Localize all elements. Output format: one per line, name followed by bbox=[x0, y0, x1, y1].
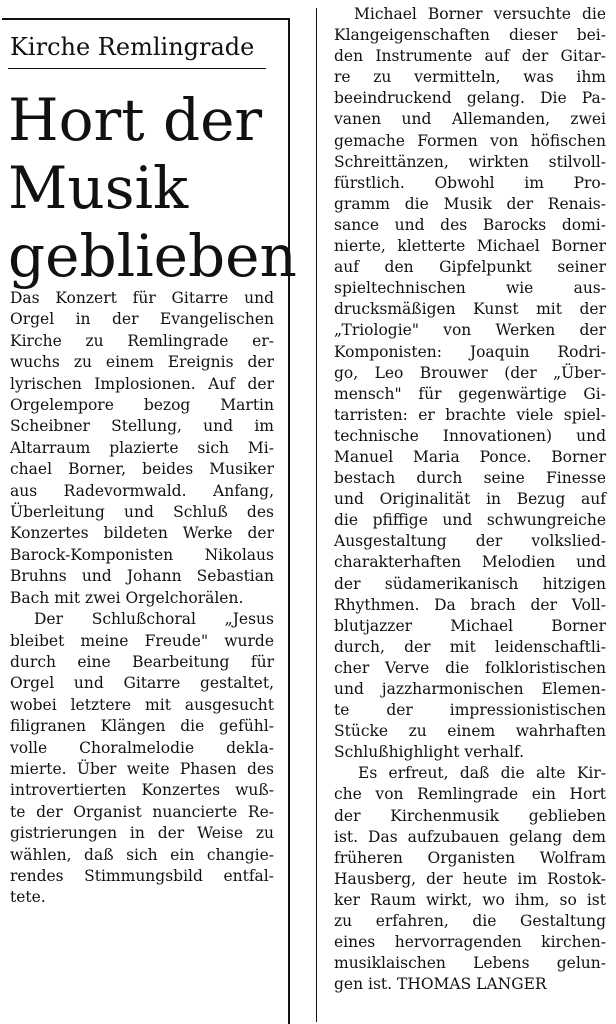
right-text-column bbox=[334, 4, 606, 995]
text-line: Bruhns und Johann Sebastian bbox=[10, 567, 274, 586]
text-line: Es erfreut, daß die alte Kir- bbox=[358, 764, 606, 783]
text-line: musiklaischen Lebens gelun- bbox=[334, 954, 606, 973]
text-line: filigranen Klängen die gefühl- bbox=[10, 717, 274, 736]
text-line: mierte. Über weite Phasen des bbox=[10, 759, 274, 778]
text-line: te der Organist nuancierte Re- bbox=[10, 802, 274, 821]
text-line: gistrierungen in der Weise zu bbox=[10, 824, 274, 843]
headline bbox=[8, 86, 297, 290]
text-line: Orgel und Gitarre gestaltet, bbox=[10, 674, 274, 693]
text-line: durch eine Bearbeitung für bbox=[10, 652, 274, 671]
text-line: volle Choralmelodie dekla- bbox=[10, 738, 274, 757]
text-line: Das Konzert für Gitarre und bbox=[10, 289, 274, 307]
text-line: technische Innovationen) und bbox=[334, 426, 606, 445]
column-rule bbox=[316, 8, 317, 1022]
text-line: auf den Gipfelpunkt seiner bbox=[334, 258, 606, 277]
text-line: blutjazzer Michael Borner bbox=[334, 616, 606, 635]
text-line: chael Borner, beides Musiker bbox=[10, 460, 274, 479]
text-line: Orgel in der Evangelischen bbox=[10, 310, 274, 329]
text-line: bleibet meine Freude" wurde bbox=[10, 631, 274, 650]
text-line: wobei letztere mit ausgesucht bbox=[10, 695, 274, 714]
headline-line: geblieben bbox=[8, 222, 297, 290]
text-line: vanen und Allemanden, zwei bbox=[334, 110, 606, 129]
left-text-column bbox=[10, 288, 274, 909]
text-line: go, Leo Brouwer (der „Über- bbox=[334, 363, 606, 382]
text-line: re zu vermitteln, was ihm bbox=[334, 68, 606, 87]
text-line: der südamerikanisch hitzigen bbox=[334, 574, 606, 593]
text-line: Klangeigenschaften dieser bei- bbox=[334, 26, 606, 45]
kicker-rule bbox=[8, 68, 266, 69]
text-line: eines hervorragenden kirchen- bbox=[334, 933, 606, 952]
text-line: gemache Formen von höfischen bbox=[334, 131, 606, 150]
text-line: Schlußhighlight verhalf. bbox=[334, 743, 525, 762]
text-line: sance und des Barocks domi- bbox=[334, 215, 606, 234]
text-line: der Kirchenmusik geblieben bbox=[334, 806, 606, 825]
text-line: Scheibner Stellung, und im bbox=[10, 417, 274, 436]
text-line: nierte, kletterte Michael Borner bbox=[334, 237, 606, 256]
text-line: den Instrumente auf der Gitar- bbox=[334, 47, 606, 66]
text-line: Bach mit zwei Orgelchorälen. bbox=[10, 588, 244, 607]
text-line: Konzertes bildeten Werke der bbox=[10, 524, 274, 543]
text-line: Ausgestaltung der volkslied- bbox=[334, 532, 606, 551]
text-line: Schreittänzen, wirkten stilvoll- bbox=[334, 152, 606, 171]
text-line: drucksmäßigen Kunst mit der bbox=[334, 300, 606, 319]
text-line: wählen, daß sich ein changie- bbox=[10, 845, 274, 864]
headline-line: Hort der bbox=[8, 86, 263, 154]
text-line: früheren Organisten Wolfram bbox=[334, 848, 606, 867]
text-line: fürstlich. Obwohl im Pro- bbox=[334, 173, 606, 192]
text-line: Barock-Komponisten Nikolaus bbox=[10, 545, 274, 564]
text-line: Manuel Maria Ponce. Borner bbox=[334, 447, 606, 466]
text-line: te der impressionistischen bbox=[334, 701, 606, 720]
text-line: und Originalität in Bezug auf bbox=[334, 490, 606, 509]
text-line: ker Raum wirkt, wo ihm, so ist bbox=[334, 890, 606, 909]
text-line: die pfiffige und schwungreiche bbox=[334, 511, 606, 530]
text-line: gen ist. THOMAS LANGER bbox=[334, 975, 547, 994]
text-line: Altarraum plazierte sich Mi- bbox=[10, 438, 274, 457]
paragraph bbox=[334, 763, 606, 995]
paragraph bbox=[10, 609, 274, 909]
text-line: che von Remlingrade ein Hort bbox=[334, 785, 606, 804]
text-line: mensch" für gegenwärtige Gi- bbox=[334, 384, 606, 403]
text-line: introvertierten Konzertes wuß- bbox=[10, 781, 274, 800]
text-line: Michael Borner versuchte die bbox=[354, 5, 606, 23]
text-line: tarristen: er brachte viele spiel- bbox=[334, 405, 606, 424]
text-line: Kirche zu Remlingrade er- bbox=[10, 331, 274, 350]
text-line: beeindruckend gelang. Die Pa- bbox=[334, 89, 606, 108]
text-line: Rhythmen. Da brach der Voll- bbox=[334, 595, 606, 614]
text-line: Komponisten: Joaquin Rodri- bbox=[334, 342, 606, 361]
text-line: spieltechnischen wie aus- bbox=[334, 279, 606, 298]
text-line: und jazzharmonischen Elemen- bbox=[334, 680, 606, 698]
text-line: Überleitung und Schluß des bbox=[10, 503, 274, 522]
text-line: gramm die Musik der Renais- bbox=[334, 194, 606, 213]
paragraph bbox=[334, 4, 606, 763]
text-line: ist. Das aufzubauen gelang dem bbox=[334, 827, 606, 846]
text-line: Stücke zu einem wahrhaften bbox=[334, 722, 606, 741]
text-line: Hausberg, der heute im Rostok- bbox=[334, 869, 606, 888]
headline-line: Musik bbox=[8, 154, 189, 222]
paragraph bbox=[10, 288, 274, 609]
text-line: wuchs zu einem Ereignis der bbox=[10, 353, 274, 372]
text-line: charakterhaften Melodien und bbox=[334, 553, 606, 572]
text-line: „Triologie" von Werken der bbox=[334, 321, 606, 340]
text-line: Der Schlußchoral „Jesus bbox=[34, 610, 274, 629]
text-line: bestach durch seine Finesse bbox=[334, 469, 606, 488]
text-line: tete. bbox=[10, 888, 46, 907]
text-line: aus Radevormwald. Anfang, bbox=[10, 481, 274, 500]
text-line: cher Verve die folkloristischen bbox=[334, 658, 606, 677]
text-line: Orgelempore bezog Martin bbox=[10, 396, 274, 415]
text-line: rendes Stimmungsbild entfal- bbox=[10, 866, 274, 885]
text-line: durch, der mit leidenschaftli- bbox=[334, 637, 606, 656]
text-line: zu erfahren, die Gestaltung bbox=[334, 912, 606, 931]
kicker: Kirche Remlingrade bbox=[10, 33, 255, 61]
text-line: lyrischen Implosionen. Auf der bbox=[10, 374, 274, 393]
